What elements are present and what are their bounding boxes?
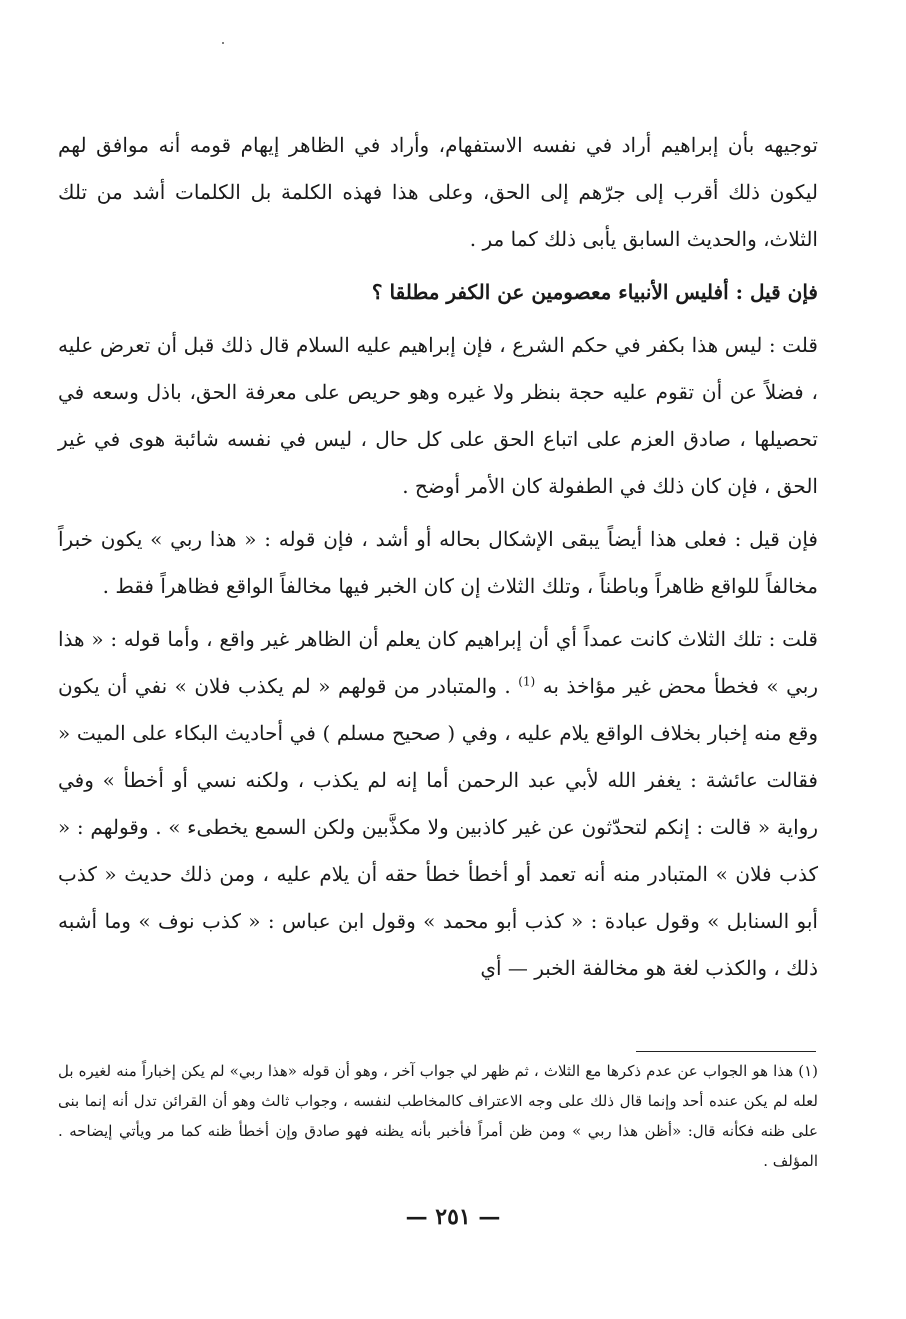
paragraph-1: توجيهه بأن إبراهيم أراد في نفسه الاستفهام، وأراد في الظاهر إيهام قومه أنه موافق لهم ليكون ذلك أقرب إلى جرّهم إلى الحق، وعلى هذا فهذه الكلمة بل الكلمات أشد من تلك الثلاث، والحديث السابق يأبى ذلك كما مر . — [58, 133, 818, 251]
page-number: — ٢٥١ — — [405, 1204, 501, 1230]
footnote: (١) هذا هو الجواب عن عدم ذكرها مع الثلاث ، ثم ظهر لي جواب آخر ، وهو أن قوله «هذا ربي» لم يكن إخباراً منه لغيره بل لعله لم يكن عنده أحد وإنما قال ذلك على وجه الاعتراف كالمخاطب لنفسه ، وجواب ثالث وهو أن القرائن تدل أنه إنما بنى على ظنه فكأنه قال: «أظن هذا ربي » ومن ظن أمراً فأخبر بأنه يظنه فهو صادق وإن أخطأ ظنه كما مر ويأتي إيضاحه . المؤلف . — [58, 1062, 818, 1170]
paragraph-3-answer: قلت : ليس هذا بكفر في حكم الشرع ، فإن إبراهيم عليه السلام قال ذلك قبل أن تعرض عليه ، فضلاً عن أن تقوم عليه حجة بنظر ولا غيره وهو حريص على معرفة الحق، باذل وسعه في تحصيلها ، صادق العزم على اتباع الحق على كل حال ، ليس في نفسه شائبة هوى في غير الحق ، فإن كان ذلك في الطفولة كان الأمر أوضح . — [58, 333, 819, 498]
paragraph-4-question: فإن قيل : فعلى هذا أيضاً يبقى الإشكال بحاله أو أشد ، فإن قوله : « هذا ربي » يكون خبراً مخالفاً للواقع ظاهراً وباطناً ، وتلك الثلاث إن كان الخبر فيها مخالفاً الواقع فظاهراً فقط . — [58, 527, 818, 598]
scan-speck — [222, 42, 224, 44]
footnote-separator — [636, 1051, 816, 1052]
page-body — [58, 122, 818, 992]
footnote-reference: (1) — [518, 674, 536, 689]
paragraph-5-text: قلت : تلك الثلاث كانت عمداً أي أن إبراهيم كان يعلم أن الظاهر غير واقع ، وأما قوله : « هذا ربي » فخطأ محض غير مؤاخذ به — [58, 627, 818, 698]
paragraph-5-continuation: والمتبادر من قولهم « لم يكذب فلان » نفي أن يكون وقع منه إخبار بخلاف الواقع يلام عليه ، وفي ( صحيح مسلم ) في أحاديث البكاء على الميت « فقالت عائشة : يغفر الله لأبي عبد الرحمن أما إنه لم يكذب ، ولكنه نسي أو أخطأ » وفي رواية « قالت : إنكم لتحدّثون عن غير كاذبين ولا مكذَّبين ولكن السمع يخطىء » . وقولهم : « كذب فلان » المتبادر منه أنه تعمد أو أخطأ خطأ حقه أن يلام عليه ، ومن ذلك حديث « كذب أبو السنابل » وقول عبادة : « كذب أبو محمد » وقول ابن عباس : « كذب نوف » وما أشبه ذلك ، والكذب لغة هو مخالفة الخبر — أي — [58, 674, 818, 980]
paragraph-2-question: فإن قيل : أفليس الأنبياء معصومين عن الكفر مطلقا ؟ — [371, 280, 818, 304]
paragraph-5-answer: قلت : تلك الثلاث كانت عمداً أي أن إبراهيم كان يعلم أن الظاهر غير واقع ، وأما قوله : « هذا ربي » فخطأ محض غير مؤاخذ به $^{(1)}$ . والمتبادر من قولهم « لم يكذب فلان » نفي أن يكون وقع منه إخبار بخلاف الواقع يلام عليه ، وفي ( صحيح مسلم ) في أحاديث البكاء على الميت « فقالت عائشة : يغفر الله لأبي عبد الرحمن أما إنه لم يكذب ، ولكنه نسي أو أخطأ » وفي رواية « قالت : إنكم لتحدّثون عن غير كاذبين ولا مكذَّبين ولكن السمع يخطىء » . وقولهم : « كذب فلان » المتبادر منه أنه تعمد أو أخطأ خطأ حقه أن يلام عليه ، ومن ذلك حديث « كذب أبو السنابل » وقول عبادة : « كذب أبو محمد » وقول ابن عباس : « كذب نوف » وما أشبه ذلك ، والكذب لغة هو مخالفة الخبر — أي — [58, 627, 818, 980]
